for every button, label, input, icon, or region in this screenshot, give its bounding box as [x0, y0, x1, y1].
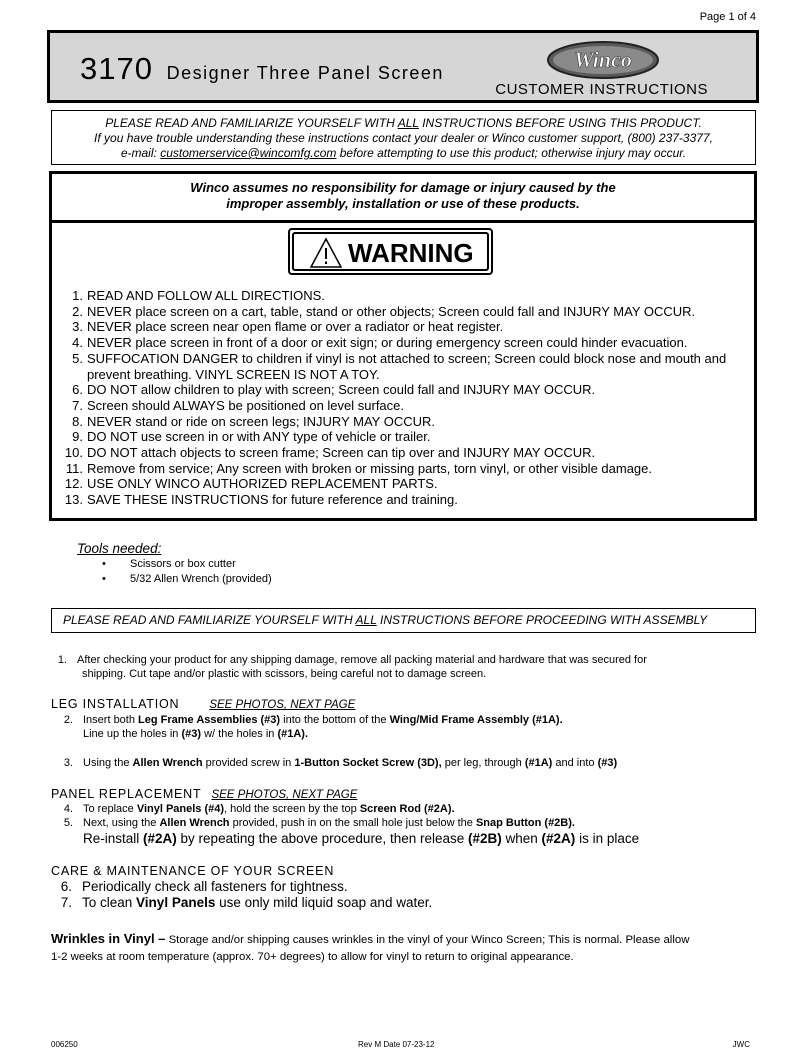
warning-item: 13. SAVE THESE INSTRUCTIONS for future reference and training. — [64, 492, 458, 508]
warning-list — [63, 288, 754, 508]
footer-code: 006250 — [51, 1040, 78, 1049]
step-6: 6. Periodically check all fasteners for tightness. — [60, 879, 348, 894]
step-7: 7. To clean Vinyl Panels use only mild liquid soap and water. — [60, 895, 433, 910]
winco-logo — [546, 40, 660, 80]
tool-item: • Scissors or box cutter — [122, 557, 272, 572]
panel-replacement-heading: PANEL REPLACEMENT SEE PHOTOS, NEXT PAGE — [51, 787, 358, 801]
warning-item: 1. READ AND FOLLOW ALL DIRECTIONS. — [72, 288, 325, 303]
see-photos-link: SEE PHOTOS, NEXT PAGE — [211, 789, 358, 801]
model-number: 3170 — [80, 51, 153, 86]
document-header — [47, 30, 759, 103]
tools-heading: Tools needed: — [77, 541, 162, 556]
footer-initials: JWC — [732, 1040, 750, 1049]
warning-item: 11. Remove from service; Any screen with broken or missing parts, torn vinyl, or other visible damage. — [65, 460, 653, 476]
product-name: Designer Three Panel Screen — [166, 63, 444, 83]
warning-item: 5. SUFFOCATION DANGER to children if vinyl is not attached to screen; Screen could block nose and mouth and prevent breathing. VINYL SCREEN IS NOT A TOY. — [72, 350, 727, 382]
warning-item: 3. NEVER place screen near open flame or over a radiator or heat register. — [72, 319, 504, 335]
warning-sign — [288, 228, 493, 275]
warning-item: 9. DO NOT use screen in or with ANY type of vehicle or trailer. — [72, 429, 431, 445]
warning-item: 10. DO NOT attach objects to screen frame; Screen can tip over and INJURY MAY OCCUR. — [64, 445, 596, 461]
customer-instructions-label: CUSTOMER INSTRUCTIONS — [495, 81, 708, 98]
warning-triangle-icon — [310, 237, 342, 269]
care-maintenance-heading: CARE & MAINTENANCE OF YOUR SCREEN — [51, 864, 335, 878]
page-title — [80, 51, 444, 87]
liability-disclaimer: Winco assumes no responsibility for damage or injury caused by the improper assembly, installation or use of these products. — [52, 174, 754, 223]
see-photos-link: SEE PHOTOS, NEXT PAGE — [209, 699, 356, 711]
warning-item: 8. NEVER stand or ride on screen legs; INJURY MAY OCCUR. — [72, 413, 435, 429]
reinstall-note: Re-install (#2A) by repeating the above procedure, then release (#2B) when (#2A) is in place — [83, 831, 640, 846]
warning-label: WARNING — [348, 238, 474, 268]
warning-item: 4. NEVER place screen in front of a door or exit sign; or during emergency screen could hinder evacuation. — [72, 335, 688, 351]
step-4: 4. To replace Vinyl Panels (#4), hold the screen by the top Screen Rod (#2A). — [63, 803, 455, 815]
read-instructions-notice: PLEASE READ AND FAMILIARIZE YOURSELF WITH ALL INSTRUCTIONS BEFORE USING THIS PRODUCT. If you have trouble understanding these instructions contact your dealer or Winco customer support, (800) 237-3377, e-mail: customerservice@wincomfg.com before attempting to use this product; otherwise injury may occur. — [51, 110, 756, 165]
support-email: customerservice@wincomfg.com — [160, 146, 337, 160]
page-number: Page 1 of 4 — [699, 11, 756, 23]
footer-revision: Rev M Date 07-23-12 — [358, 1040, 435, 1049]
step-5: 5. Next, using the Allen Wrench provided, push in on the small hole just below the Snap Button (#2B). — [63, 817, 575, 829]
logo-text: Winco — [574, 47, 632, 72]
warning-item: 12. USE ONLY WINCO AUTHORIZED REPLACEMENT PARTS. — [64, 476, 438, 492]
wrinkles-note: Wrinkles in Vinyl – Storage and/or shipping causes wrinkles in the vinyl of your Winco Screen; This is normal. Please allow 1-2 weeks at room temperature (approx. 70+ degrees) to allow for vinyl to return to original appearance. — [51, 931, 690, 963]
tools-list — [122, 557, 272, 587]
leg-installation-heading: LEG INSTALLATION SEE PHOTOS, NEXT PAGE — [51, 697, 356, 711]
warning-box — [49, 171, 757, 521]
step-1: 1. After checking your product for any shipping damage, remove all packing material and hardware that was secured for shipping. Cut tape and/or plastic with scissors, being careful not to damage screen. — [57, 654, 647, 680]
assembly-notice: PLEASE READ AND FAMILIARIZE YOURSELF WITH ALL INSTRUCTIONS BEFORE PROCEEDING WITH ASSEMBLY — [51, 608, 756, 633]
step-3: 3. Using the Allen Wrench provided screw in 1-Button Socket Screw (3D), per leg, through (#1A) and into (#3) — [63, 757, 618, 769]
warning-item: 6. DO NOT allow children to play with screen; Screen could fall and INJURY MAY OCCUR. — [72, 382, 596, 398]
warning-item: 2. NEVER place screen on a cart, table, stand or other objects; Screen could fall and INJURY MAY OCCUR. — [72, 303, 696, 319]
tool-item: • 5/32 Allen Wrench (provided) — [122, 572, 272, 587]
warning-item: 7. Screen should ALWAYS be positioned on level surface. — [72, 397, 405, 413]
step-2: 2. Insert both Leg Frame Assemblies (#3) into the bottom of the Wing/Mid Frame Assembly (#1A). Line up the holes in (#3) w/ the holes in (#1A). — [63, 714, 563, 740]
